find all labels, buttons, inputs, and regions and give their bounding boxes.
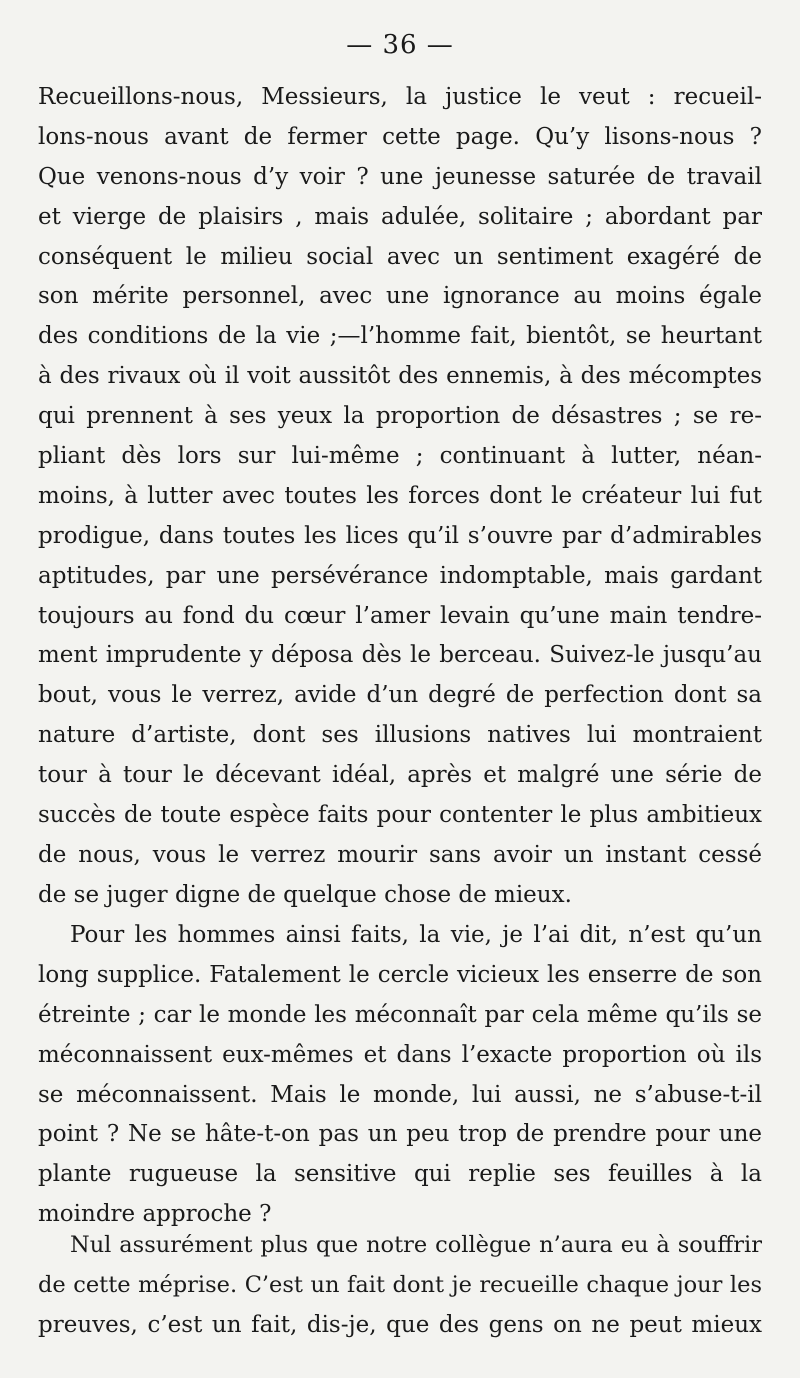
text-line: et vierge de plaisirs , mais adulée, solitaire ; abordant par bbox=[38, 203, 762, 230]
page-number: — 36 — bbox=[346, 30, 454, 60]
text-line: se méconnaissent. Mais le monde, lui aussi, ne s’abuse-t-il bbox=[38, 1081, 762, 1108]
text-line: étreinte ; car le monde les méconnaît par cela même qu’ils se bbox=[38, 1001, 762, 1028]
text-line: lons-nous avant de fermer cette page. Qu’y lisons-nous ? bbox=[38, 123, 762, 150]
text-line: point ? Ne se hâte-t-on pas un peu trop de prendre pour une bbox=[38, 1121, 762, 1148]
text-line: toujours au fond du cœur l’amer levain qu’une main tendre- bbox=[38, 602, 762, 629]
text-line: aptitudes, par une persévérance indomptable, mais gardant bbox=[38, 562, 762, 589]
text-line: preuves, c’est un fait, dis-je, que des gens on ne peut mieux bbox=[38, 1311, 762, 1338]
text-line: nature d’artiste, dont ses illusions natives lui montraient bbox=[38, 722, 762, 749]
text-line: méconnaissent eux-mêmes et dans l’exacte proportion où ils bbox=[38, 1041, 762, 1068]
text-line: qui prennent à ses yeux la proportion de désastres ; se re- bbox=[38, 403, 762, 430]
text-line: Pour les hommes ainsi faits, la vie, je l’ai dit, n’est qu’un bbox=[70, 922, 762, 948]
text-line: conséquent le milieu social avec un sentiment exagéré de bbox=[38, 243, 762, 270]
text-line: pliant dès lors sur lui-même ; continuant à lutter, néan- bbox=[38, 443, 762, 470]
paragraph-1 bbox=[38, 78, 762, 916]
text-line: de cette méprise. C’est un fait dont je recueille chaque jour les bbox=[38, 1271, 762, 1298]
text-line: prodigue, dans toutes les lices qu’il s’ouvre par d’admirables bbox=[38, 522, 762, 549]
text-line: moins, à lutter avec toutes les forces dont le créateur lui fut bbox=[38, 482, 762, 509]
text-line: Nul assurément plus que notre collègue n’aura eu à souffrir bbox=[70, 1232, 762, 1258]
text-line: long supplice. Fatalement le cercle vicieux les enserre de son bbox=[38, 961, 762, 988]
text-line: à des rivaux où il voit aussitôt des ennemis, à des mécomptes bbox=[38, 363, 762, 390]
text-line: ment imprudente y déposa dès le berceau. Suivez-le jusqu’au bbox=[38, 642, 762, 669]
paragraph-2 bbox=[38, 916, 762, 1235]
text-line: son mérite personnel, avec une ignorance au moins égale bbox=[38, 283, 762, 310]
text-line: Que venons-nous d’y voir ? une jeunesse saturée de travail bbox=[38, 163, 762, 190]
text-line: moindre approche ? bbox=[38, 1201, 272, 1228]
text-line: de nous, vous le verrez mourir sans avoir un instant cessé bbox=[38, 841, 762, 868]
paragraph-3 bbox=[38, 1226, 762, 1346]
text-line: des conditions de la vie ;—l’homme fait, bientôt, se heurtant bbox=[38, 323, 762, 350]
text-line: succès de toute espèce faits pour contenter le plus ambitieux bbox=[38, 802, 762, 829]
text-line: de se juger digne de quelque chose de mieux. bbox=[38, 881, 572, 908]
text-line: bout, vous le verrez, avide d’un degré de perfection dont sa bbox=[38, 682, 762, 709]
text-line: plante rugueuse la sensitive qui replie ses feuilles à la bbox=[38, 1161, 762, 1188]
text-line: tour à tour le décevant idéal, après et malgré une série de bbox=[38, 762, 762, 789]
text-line: Recueillons-nous, Messieurs, la justice le veut : recueil- bbox=[38, 84, 762, 110]
